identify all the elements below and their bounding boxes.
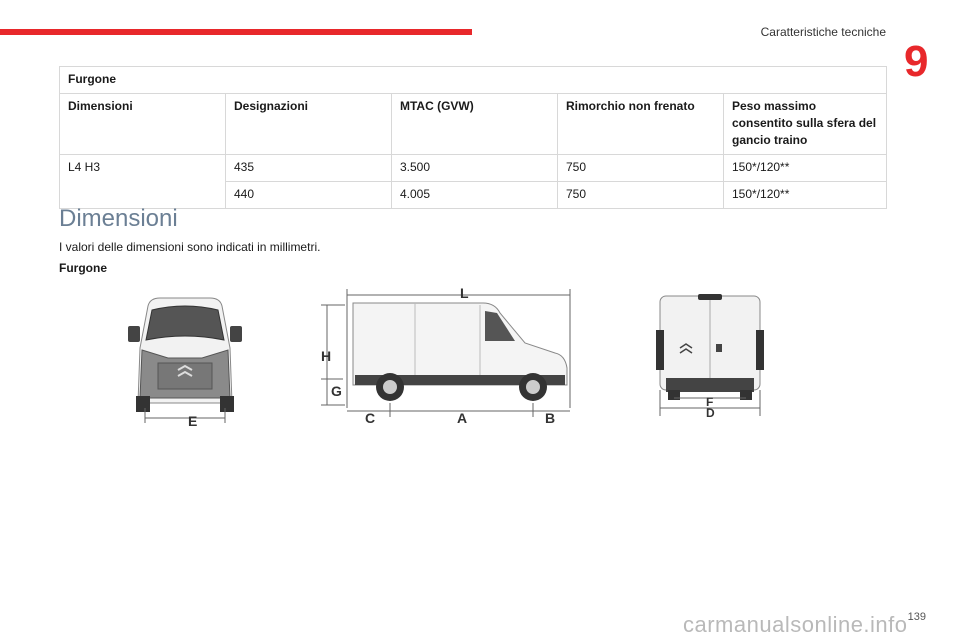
spec-table (59, 66, 887, 209)
height-label: H (321, 348, 332, 364)
section-heading: Dimensioni (59, 205, 178, 232)
section-title: Caratteristiche tecniche (760, 25, 886, 39)
column-header: Rimorchio non frenato (558, 94, 724, 155)
table-cell: 150*/120** (724, 182, 887, 209)
table-header-row (60, 94, 887, 155)
length-label: L (460, 285, 469, 301)
rear-width-label: D (706, 406, 715, 420)
table-cell: 150*/120** (724, 155, 887, 182)
intro-text: I valori delle dimensioni sono indicati in millimetri. (59, 240, 321, 254)
front-overhang-label: C (365, 410, 376, 426)
top-accent-bar (0, 29, 472, 35)
page-number: 139 (907, 611, 926, 623)
table-row (60, 155, 887, 182)
table-cell: 440 (226, 182, 392, 209)
watermark: carmanualsonline.info (683, 612, 908, 637)
table-cell: 4.005 (392, 182, 558, 209)
subheading: Furgone (59, 261, 107, 275)
table-caption: Furgone (60, 67, 887, 94)
van-side-view (315, 283, 585, 428)
table-caption-row (60, 67, 887, 94)
ground-clearance-label: G (331, 383, 342, 399)
wheelbase-label: A (457, 410, 468, 426)
van-rear-view (650, 290, 770, 425)
table-cell: 3.500 (392, 155, 558, 182)
front-width-label: E (188, 413, 198, 428)
table-cell: 750 (558, 155, 724, 182)
column-header: MTAC (GVW) (392, 94, 558, 155)
rear-overhang-label: B (545, 410, 556, 426)
track-label: F (706, 395, 714, 409)
column-header: Designazioni (226, 94, 392, 155)
chapter-number: 9 (904, 37, 929, 86)
van-front-view (120, 288, 250, 428)
table-cell-group: L4 H3 (60, 155, 226, 209)
column-header: Dimensioni (60, 94, 226, 155)
table-cell: 435 (226, 155, 392, 182)
table-cell: 750 (558, 182, 724, 209)
column-header: Peso massimo consentito sulla sfera del gancio traino (724, 94, 887, 155)
